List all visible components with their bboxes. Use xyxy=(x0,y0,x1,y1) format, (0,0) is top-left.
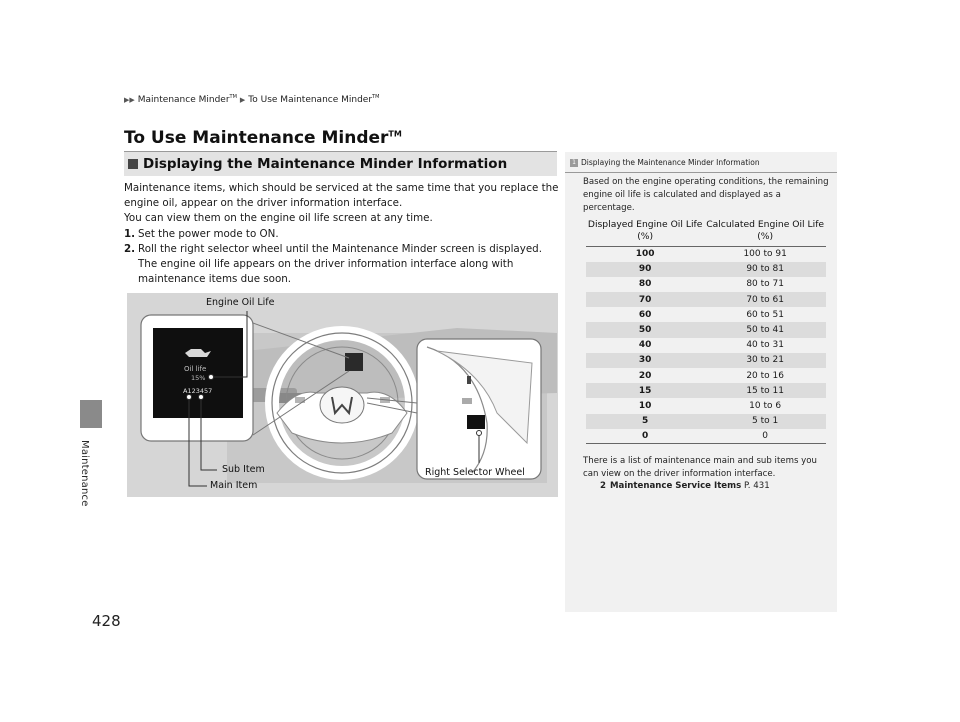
calculated-oil-life-cell: 30 to 21 xyxy=(704,353,826,368)
body-paragraph: You can view them on the engine oil life screen at any time. xyxy=(124,212,433,225)
note-marker-icon: 1 xyxy=(570,159,578,167)
oil-life-readout-percent: 15% xyxy=(191,374,206,382)
reference-link[interactable]: 2 Maintenance Service Items P. 431 xyxy=(600,481,770,492)
breadcrumb-arrow-icon: ▶▶ xyxy=(124,95,135,104)
calculated-oil-life-cell: 80 to 71 xyxy=(746,279,784,290)
displayed-oil-life-cell: 15 xyxy=(586,383,704,398)
displayed-oil-life-cell: 90 xyxy=(586,262,704,277)
table-row xyxy=(586,368,826,383)
displayed-oil-life-cell: 10 xyxy=(638,400,652,411)
calculated-oil-life-cell: 70 to 61 xyxy=(704,292,826,307)
oil-life-table xyxy=(586,219,826,444)
maintenance-code-readout: A123457 xyxy=(183,387,213,395)
calculated-oil-life-cell: 90 to 81 xyxy=(704,262,826,277)
label-engine-oil-life: Engine Oil Life xyxy=(206,297,275,308)
calculated-oil-life-cell: 50 to 41 xyxy=(704,322,826,337)
steering-wheel-figure xyxy=(127,293,558,497)
calculated-oil-life-cell: 20 to 16 xyxy=(746,370,784,381)
sidebar-section-label: Maintenance xyxy=(79,440,90,507)
table-row xyxy=(586,414,826,429)
calculated-oil-life-cell: 0 xyxy=(704,429,826,444)
table-row xyxy=(586,262,826,277)
table-row xyxy=(586,398,826,413)
displayed-oil-life-cell: 60 xyxy=(638,309,652,320)
breadcrumb-arrow-icon: ▶ xyxy=(239,95,246,104)
table-row xyxy=(586,292,826,307)
calculated-oil-life-cell: 100 to 91 xyxy=(743,249,787,260)
right-selector-wheel-icon xyxy=(467,415,485,429)
oil-life-readout-label: Oil life xyxy=(184,365,207,373)
calculated-oil-life-cell: 10 to 6 xyxy=(749,400,782,411)
table-row xyxy=(586,307,826,322)
section-square-icon xyxy=(128,159,138,169)
sidebar-section-tab xyxy=(80,400,102,428)
table-row xyxy=(586,247,826,262)
displayed-oil-life-cell: 20 xyxy=(638,370,652,381)
page-title: To Use Maintenance Minder™ xyxy=(124,128,402,148)
step-item: 1. Set the power mode to ON. xyxy=(124,227,279,240)
side-note-heading: 1 Displaying the Maintenance Minder Information xyxy=(570,158,760,167)
side-note-footer: There is a list of maintenance main and sub items you can view on the driver information interface. 2 Maintenance Service Items P. 431 xyxy=(583,455,831,493)
label-main-item: Main Item xyxy=(210,480,258,491)
body-paragraph: Maintenance items, which should be serviced at the same time that you replace the engine oil, appear on the driver information interface. xyxy=(124,182,559,210)
table-header: Displayed Engine Oil Life (%) xyxy=(586,219,704,247)
table-row xyxy=(586,429,826,444)
body-text xyxy=(124,181,560,287)
breadcrumb xyxy=(124,94,379,105)
table-row xyxy=(586,383,826,398)
displayed-oil-life-cell: 5 xyxy=(586,414,704,429)
displayed-oil-life-cell: 30 xyxy=(586,353,704,368)
breadcrumb-item[interactable]: To Use Maintenance Minder™ xyxy=(248,94,380,105)
label-right-selector-wheel: Right Selector Wheel xyxy=(425,467,525,478)
table-row xyxy=(586,338,826,353)
table-row xyxy=(586,277,826,292)
calculated-oil-life-cell: 60 to 51 xyxy=(746,309,784,320)
table-row xyxy=(586,322,826,337)
side-note-intro: Based on the engine operating conditions, the remaining engine oil life is calculated and displayed as a percentage. xyxy=(583,177,829,213)
side-note-divider xyxy=(565,172,837,173)
reference-arrow-icon: 2 xyxy=(600,481,606,492)
calculated-oil-life-cell: 40 to 31 xyxy=(746,340,784,351)
label-sub-item: Sub Item xyxy=(222,464,265,475)
displayed-oil-life-cell: 40 xyxy=(638,340,652,351)
displayed-oil-life-cell: 0 xyxy=(586,429,704,444)
displayed-oil-life-cell: 50 xyxy=(586,322,704,337)
breadcrumb-item[interactable]: Maintenance Minder™ xyxy=(137,94,237,105)
displayed-oil-life-cell: 70 xyxy=(586,292,704,307)
displayed-oil-life-cell: 100 xyxy=(635,249,655,260)
displayed-oil-life-cell: 80 xyxy=(638,279,652,290)
calculated-oil-life-cell: 5 to 1 xyxy=(704,414,826,429)
section-heading: Displaying the Maintenance Minder Information xyxy=(124,152,557,176)
table-header: Calculated Engine Oil Life (%) xyxy=(704,219,826,247)
table-row xyxy=(586,353,826,368)
step-item: 2. Roll the right selector wheel until the Maintenance Minder screen is displayed. The engine oil life appears on the driver information interface along with maintenance items due soon. xyxy=(124,242,542,286)
calculated-oil-life-cell: 15 to 11 xyxy=(704,383,826,398)
page-number: 428 xyxy=(92,612,121,630)
